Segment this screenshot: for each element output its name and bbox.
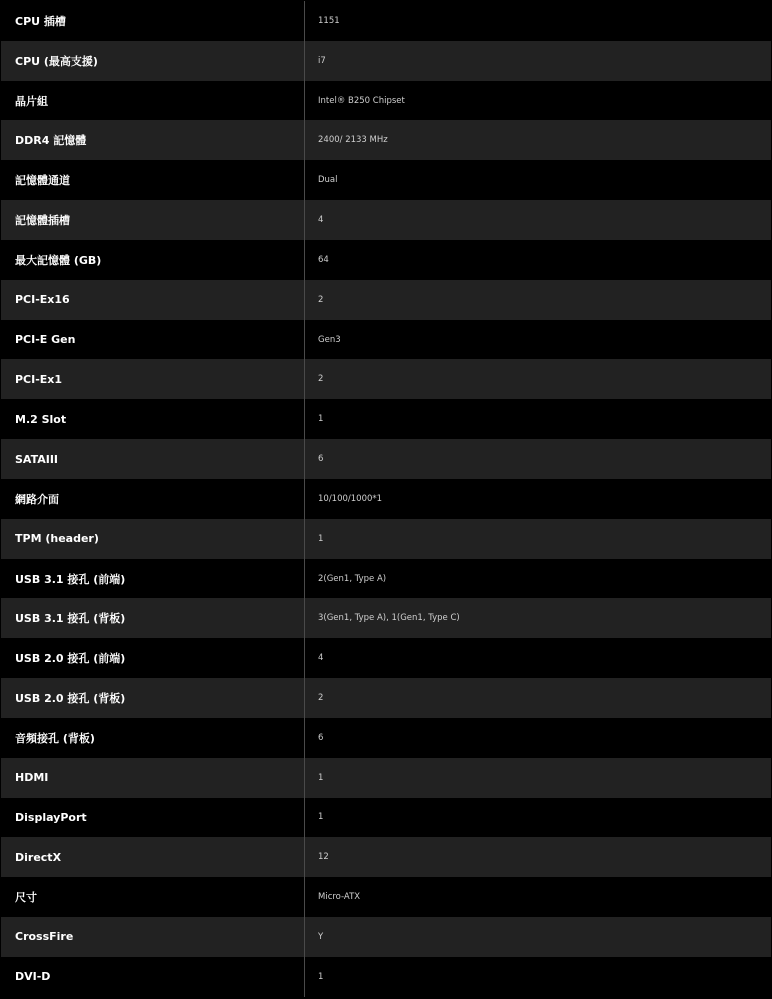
spec-value: 1 (318, 772, 324, 783)
spec-value: Y (318, 931, 324, 942)
spec-row (1, 160, 771, 200)
spec-label: PCI-Ex16 (1, 280, 305, 320)
spec-table (1, 1, 771, 997)
spec-row (1, 479, 771, 519)
spec-label: DVI-D (1, 957, 305, 997)
spec-value: 2 (318, 294, 324, 305)
spec-label: SATAIII (1, 439, 305, 479)
spec-row (1, 200, 771, 240)
spec-label: PCI-Ex1 (1, 359, 305, 399)
spec-row (1, 718, 771, 758)
spec-row (1, 280, 771, 320)
spec-value: 2400/ 2133 MHz (318, 135, 388, 146)
spec-row (1, 877, 771, 917)
spec-value: 4 (318, 215, 324, 226)
spec-label: 記憶體插槽 (1, 200, 305, 240)
spec-value: 2 (318, 374, 324, 385)
spec-value: Micro-ATX (318, 892, 361, 903)
spec-value: 1 (318, 812, 324, 823)
spec-row (1, 41, 771, 81)
spec-row (1, 1, 771, 41)
spec-label: USB 2.0 接孔 (背板) (1, 678, 305, 718)
spec-value: Intel® B250 Chipset (318, 95, 405, 106)
spec-value: 12 (318, 852, 329, 863)
spec-value: 1 (318, 414, 324, 425)
spec-row (1, 120, 771, 160)
spec-label: TPM (header) (1, 519, 305, 559)
spec-label: 晶片組 (1, 81, 305, 121)
spec-value: i7 (318, 55, 326, 66)
spec-row (1, 598, 771, 638)
spec-label: USB 3.1 接孔 (前端) (1, 559, 305, 599)
spec-value: 6 (318, 732, 324, 743)
spec-value: 4 (318, 653, 324, 664)
spec-value: 3(Gen1, Type A), 1(Gen1, Type C) (318, 613, 460, 624)
spec-row (1, 240, 771, 280)
spec-value: Gen3 (318, 334, 341, 345)
spec-label: USB 3.1 接孔 (背板) (1, 598, 305, 638)
spec-row (1, 519, 771, 559)
spec-row (1, 758, 771, 798)
spec-label: 網路介面 (1, 479, 305, 519)
spec-value: 1 (318, 533, 324, 544)
spec-row (1, 439, 771, 479)
spec-row (1, 81, 771, 121)
spec-row (1, 359, 771, 399)
spec-value: 1151 (318, 15, 340, 26)
spec-row (1, 917, 771, 957)
spec-label: CPU (最高支援) (1, 41, 305, 81)
spec-label: M.2 Slot (1, 399, 305, 439)
spec-table-body (1, 1, 771, 997)
spec-value: 2(Gen1, Type A) (318, 573, 387, 584)
spec-row (1, 798, 771, 838)
spec-label: PCI-E Gen (1, 320, 305, 360)
spec-row (1, 678, 771, 718)
spec-value: 1 (318, 971, 324, 982)
spec-label: DDR4 記憶體 (1, 120, 305, 160)
spec-label: 記憶體通道 (1, 160, 305, 200)
spec-label: DirectX (1, 837, 305, 877)
spec-value: Dual (318, 175, 338, 186)
spec-label: CPU 插槽 (1, 1, 305, 41)
spec-value: 2 (318, 692, 324, 703)
spec-label: 尺寸 (1, 877, 305, 917)
spec-row (1, 638, 771, 678)
spec-row (1, 399, 771, 439)
spec-label: HDMI (1, 758, 305, 798)
spec-row (1, 559, 771, 599)
spec-label: DisplayPort (1, 798, 305, 838)
spec-value: 64 (318, 254, 329, 265)
spec-value: 10/100/1000*1 (318, 493, 383, 504)
spec-label: USB 2.0 接孔 (前端) (1, 638, 305, 678)
spec-label: 最大記憶體 (GB) (1, 240, 305, 280)
spec-row (1, 957, 771, 997)
spec-label: 音頻接孔 (背板) (1, 718, 305, 758)
spec-row (1, 837, 771, 877)
spec-value: 6 (318, 454, 324, 465)
spec-label: CrossFire (1, 917, 305, 957)
spec-row (1, 320, 771, 360)
